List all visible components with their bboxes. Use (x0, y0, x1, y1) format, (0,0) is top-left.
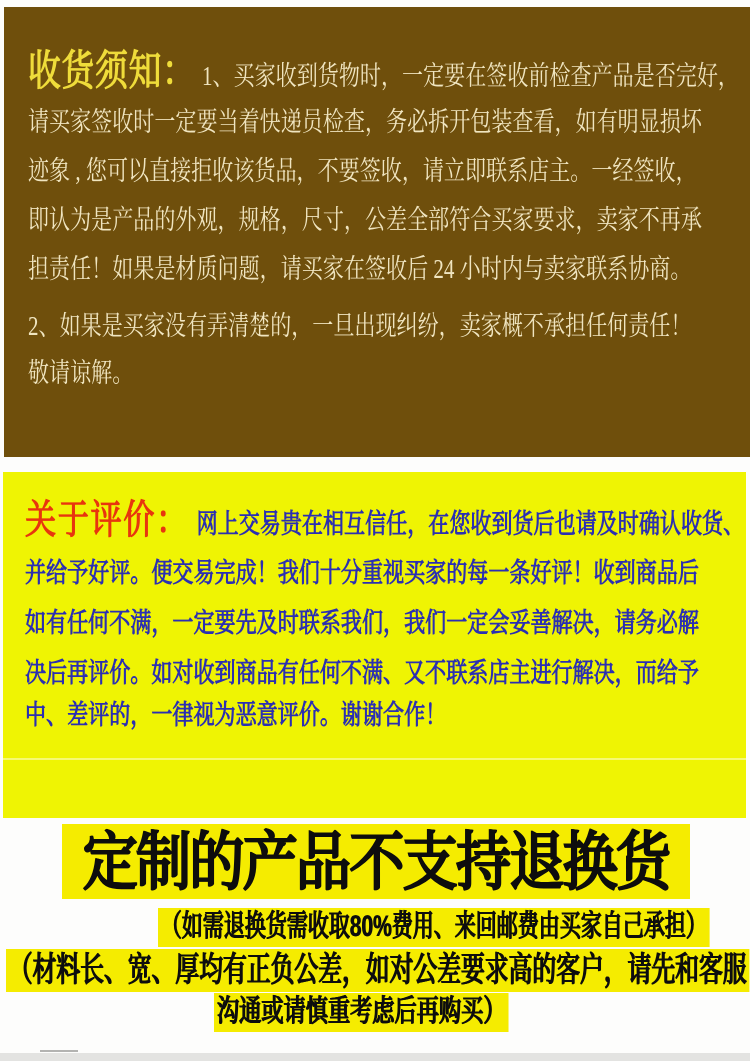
notice-line: 担责任！如果是材质问题，请买家在签收后 24 小时内与卖家联系协商。 (28, 254, 692, 284)
return-fee-line: （如需退换货需收取80%费用、来回邮费由买家自己承担） (158, 908, 710, 947)
review-line-text: 网上交易贵在相互信任，在您收到货后也请及时确认收货、 (196, 509, 745, 539)
review-heading: 关于评价： (25, 497, 189, 542)
notice-line: 迹象 , 您可以直接拒收该货品，不要签收，请立即联系店主。一经签收， (28, 156, 697, 186)
section-divider (3, 758, 746, 760)
notice-line: 即认为是产品的外观，规格，尺寸，公差全部符合买家要求，卖家不再承 (28, 205, 702, 235)
review-line: 并给予好评。便交易完成！我们十分重视买家的每一条好评！收到商品后 (25, 558, 699, 588)
review-notice-section (3, 472, 746, 818)
tolerance-line-1: （材料长、宽、厚均有正负公差，如对公差要求高的客户，请先和客服 (6, 949, 749, 992)
review-line: 中、差评的，一律视为恶意评价。谢谢合作！ (25, 700, 447, 730)
review-line: 如有任何不满，一定要先及时联系我们，我们一定会妥善解决，请务必解 (25, 608, 699, 638)
notice-heading: 收货须知： (28, 49, 196, 95)
notice-line: 2、如果是买家没有弄清楚的，一旦出现纠纷，卖家概不承担任何责任！ (28, 311, 692, 341)
no-return-banner-text: 定制的产品不支持退换货 (82, 825, 670, 898)
review-line: 决后再评价。如对收到商品有任何不满、又不联系店主进行解决，而给予 (25, 658, 699, 688)
bottom-strip (0, 1053, 750, 1061)
notice-line: 请买家签收时一定要当着快递员检查，务必拆开包装查看，如有明显损坏 (28, 107, 702, 137)
notice-line-text: 1、买家收到货物时，一定要在签收前检查产品是否完好， (201, 61, 739, 91)
notice-line (28, 51, 739, 93)
notice-line: 敬请谅解。 (28, 358, 134, 388)
tolerance-line-2: 沟通或请慎重考虑后再购买） (214, 993, 509, 1032)
scan-artifact-dash (40, 1050, 78, 1052)
review-line (25, 497, 745, 542)
no-return-banner (62, 824, 690, 899)
receipt-notice-section (4, 7, 750, 457)
